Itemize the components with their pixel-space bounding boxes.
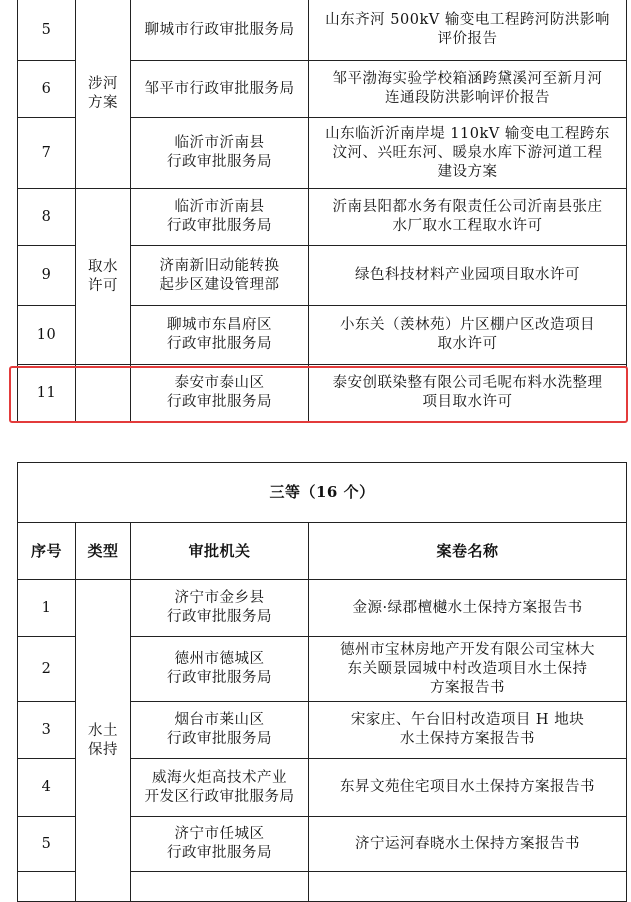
row-number: 6 (18, 61, 76, 118)
approval-table-upper (17, 0, 627, 422)
row-number: 11 (18, 365, 76, 422)
row-number: 2 (18, 637, 76, 702)
approval-authority (131, 306, 309, 365)
approval-authority (131, 189, 309, 246)
header-case-name: 案卷名称 (309, 523, 627, 580)
case-name (309, 246, 627, 306)
authority-line: 济宁市任城区 (174, 826, 265, 842)
authority-line: 聊城市行政审批服务局 (144, 21, 295, 38)
authority-line: 威海火炬高技术产业 (152, 769, 287, 786)
row-number: 9 (18, 246, 76, 306)
authority-line: 开发区行政审批服务局 (144, 788, 295, 805)
category-line: 水土 (88, 722, 118, 739)
approval-table-third-class (17, 462, 627, 902)
approval-authority (131, 702, 309, 759)
authority-line: 济南新旧动能转换 (159, 257, 280, 274)
authority-line: 行政审批服务局 (167, 218, 272, 234)
case-name-line: 取水许可 (437, 336, 498, 352)
category-line: 取水 (88, 258, 118, 275)
authority-line: 烟台市莱山区 (174, 712, 265, 728)
table-row (18, 189, 627, 246)
case-name-line: 绿色科技材料产业园项目取水许可 (355, 267, 580, 283)
case-name-line: 东昇文苑住宅项目水土保持方案报告书 (340, 779, 596, 795)
row-number: 7 (18, 118, 76, 189)
table-title: 三等（16 个） (18, 463, 627, 523)
authority-line: 邹平市行政审批服务局 (144, 80, 295, 97)
case-name-line: 邹平渤海实验学校箱涵跨黛溪河至新月河 (332, 71, 603, 87)
row-number: 10 (18, 306, 76, 365)
row-number: 4 (18, 759, 76, 817)
approval-authority (131, 872, 309, 902)
case-name (309, 580, 627, 637)
authority-line: 临沂市沂南县 (174, 135, 265, 151)
case-name-line: 水土保持方案报告书 (400, 731, 536, 747)
row-number: 5 (18, 0, 76, 61)
case-name-line: 连通段防洪影响评价报告 (385, 90, 550, 106)
authority-line: 起步区建设管理部 (159, 276, 280, 293)
table-row (18, 365, 627, 422)
case-name (309, 0, 627, 61)
case-name-line: 沂南县阳都水务有限责任公司沂南县张庄 (332, 199, 603, 215)
category-line: 保持 (88, 741, 118, 758)
approval-authority (131, 580, 309, 637)
approval-authority (131, 365, 309, 422)
case-name-line: 山东齐河 500kV 输变电工程跨河防洪影响 (325, 12, 610, 28)
approval-authority (131, 637, 309, 702)
approval-authority (131, 759, 309, 817)
approval-authority (131, 0, 309, 61)
header-type: 类型 (76, 523, 131, 580)
table-row (18, 580, 627, 637)
authority-line: 德州市德城区 (174, 651, 265, 667)
authority-line: 行政审批服务局 (167, 609, 272, 625)
case-name (309, 189, 627, 246)
category-line: 方案 (88, 95, 118, 111)
authority-line: 济宁市金乡县 (174, 590, 265, 606)
case-name-line: 评价报告 (437, 31, 498, 47)
table-header-row (18, 523, 627, 580)
row-number (18, 872, 76, 902)
case-name (309, 61, 627, 118)
table-row (18, 0, 627, 61)
approval-authority (131, 61, 309, 118)
authority-line: 行政审批服务局 (167, 670, 272, 686)
authority-line: 行政审批服务局 (167, 394, 272, 410)
case-name-line: 德州市宝林房地产开发有限公司宝林大 (340, 641, 596, 658)
case-name-line: 小东关（羡林苑）片区棚户区改造项目 (340, 317, 595, 333)
approval-authority (131, 118, 309, 189)
case-name-line: 金源·绿郡檀樾水土保持方案报告书 (352, 599, 583, 616)
case-name (309, 817, 627, 872)
authority-line: 行政审批服务局 (167, 336, 272, 352)
authority-line: 泰安市泰山区 (174, 375, 265, 391)
case-name-line: 济宁运河春晓水土保持方案报告书 (355, 835, 581, 852)
case-name (309, 118, 627, 189)
case-name-line: 宋家庄、午台旧村改造项目 H 地块 (350, 712, 585, 728)
case-name-line: 项目取水许可 (422, 394, 513, 410)
row-number: 5 (18, 817, 76, 872)
category-line: 涉河 (88, 76, 118, 92)
row-number: 3 (18, 702, 76, 759)
case-name (309, 365, 627, 422)
case-name (309, 759, 627, 817)
row-number: 8 (18, 189, 76, 246)
case-name-line: 汶河、兴旺东河、暖泉水库下游河道工程 (332, 144, 603, 161)
authority-line: 临沂市沂南县 (174, 199, 265, 215)
approval-authority (131, 246, 309, 306)
case-name (309, 702, 627, 759)
case-name-line: 方案报告书 (430, 679, 506, 696)
case-name-line: 泰安创联染整有限公司毛呢布料水洗整理 (332, 375, 603, 391)
category-cell (76, 189, 131, 365)
authority-line: 行政审批服务局 (167, 731, 272, 747)
header-authority: 审批机关 (131, 523, 309, 580)
case-name-line: 水厂取水工程取水许可 (392, 218, 543, 234)
case-name-line: 东关颐景园城中村改造项目水土保持 (347, 660, 588, 677)
authority-line: 行政审批服务局 (167, 154, 272, 170)
category-line: 许可 (88, 277, 118, 294)
case-name-line: 建设方案 (437, 163, 498, 180)
case-name (309, 872, 627, 902)
case-name (309, 637, 627, 702)
category-cell (76, 580, 131, 902)
row-number: 1 (18, 580, 76, 637)
header-number: 序号 (18, 523, 76, 580)
authority-line: 聊城市东昌府区 (167, 317, 272, 333)
category-cell (76, 365, 131, 422)
authority-line: 行政审批服务局 (167, 845, 272, 861)
case-name-line: 山东临沂沂南岸堤 110kV 输变电工程跨东 (325, 125, 610, 142)
approval-authority (131, 817, 309, 872)
category-cell (76, 0, 131, 189)
table-title-row (18, 463, 627, 523)
case-name (309, 306, 627, 365)
